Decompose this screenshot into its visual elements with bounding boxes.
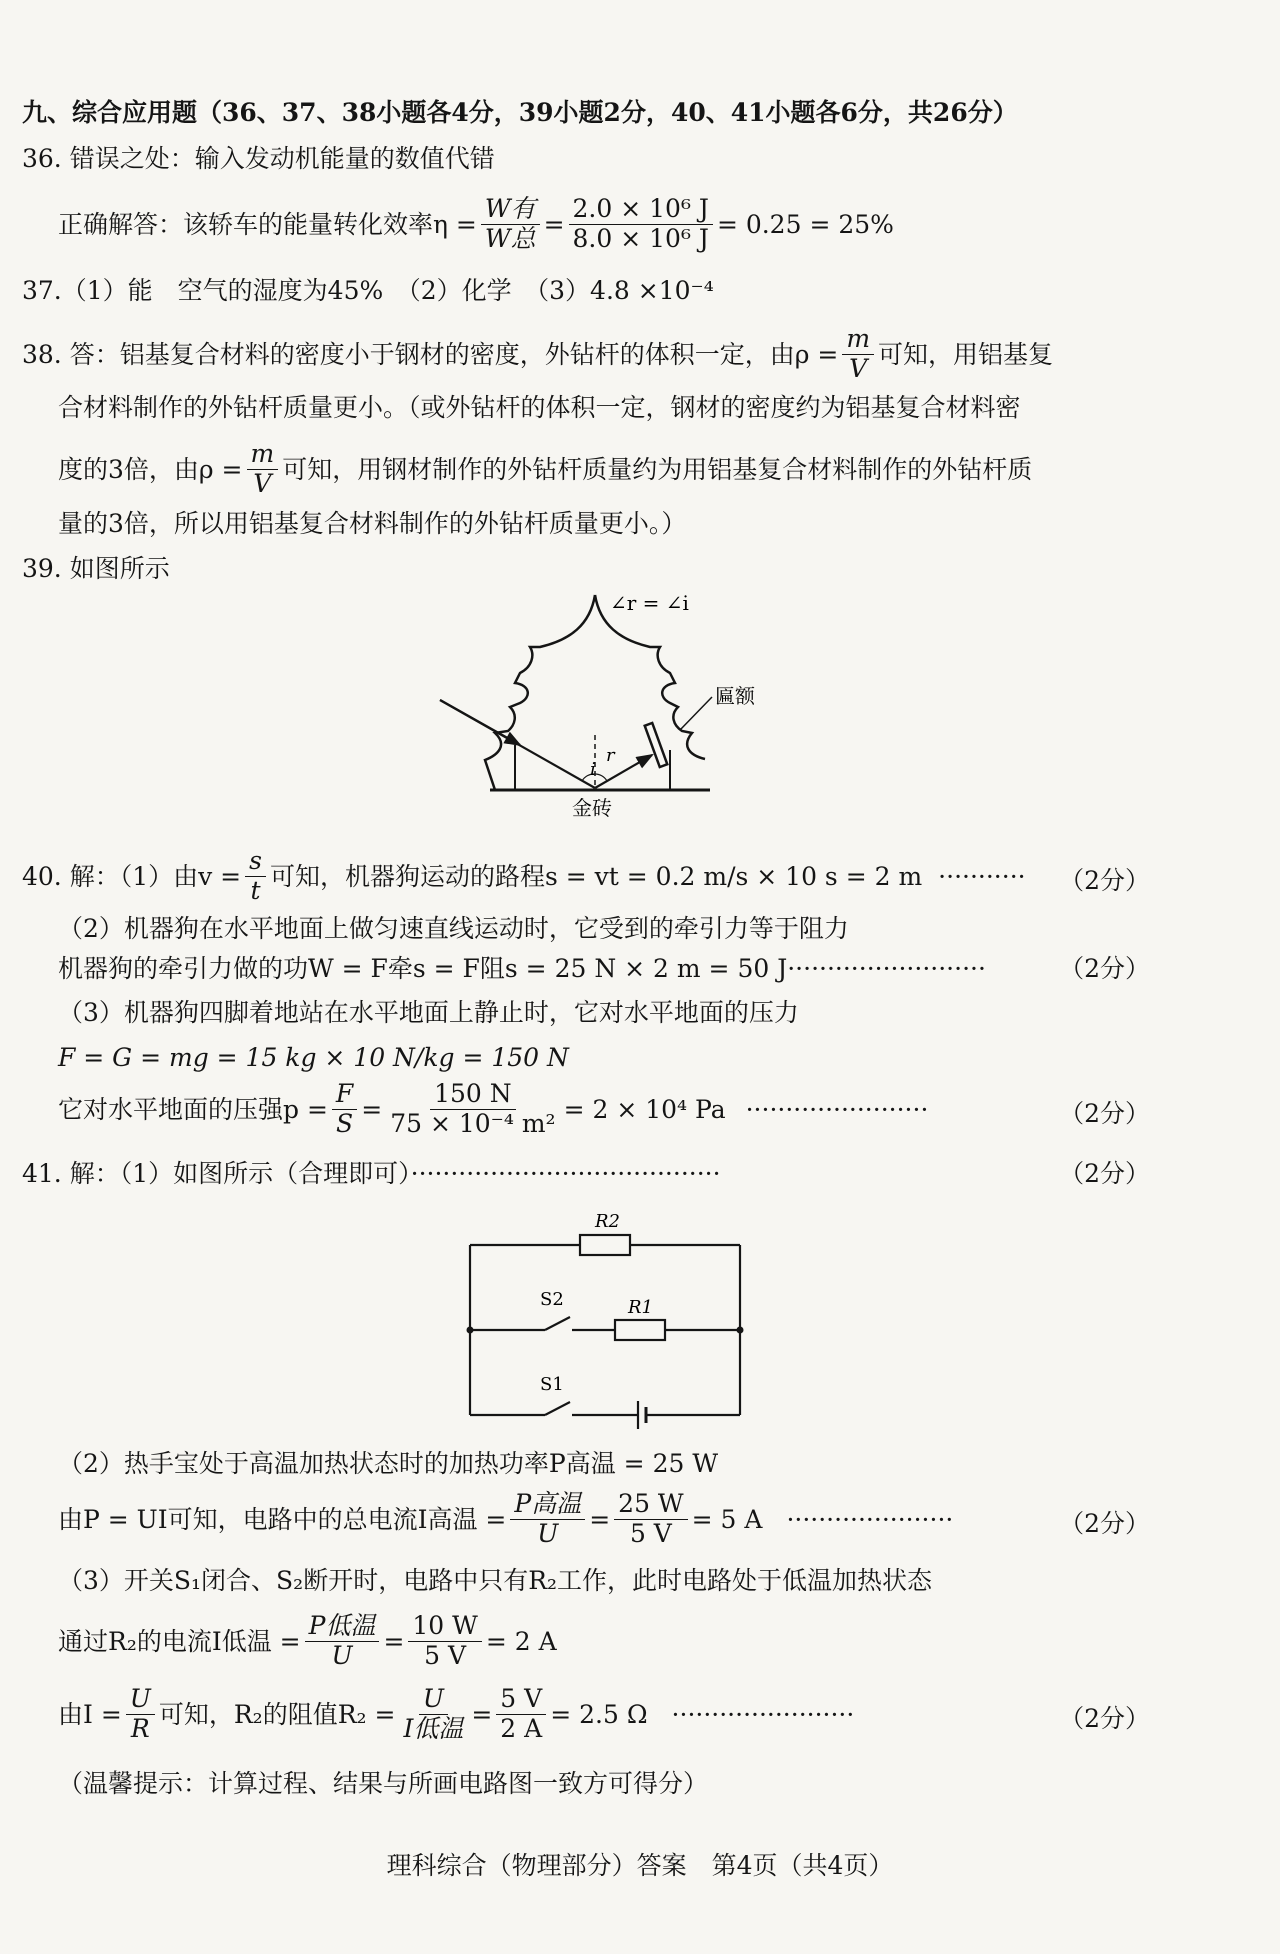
q41-l1: 41. 解：（1）如图所示（合理即可）: [22, 1159, 411, 1188]
q40-line5: F = G = mg = 15 kg × 10 N/kg = 150 N: [58, 1043, 569, 1072]
q38-line2: 合材料制作的外钻杆质量更小。（或外钻杆的体积一定，钢材的密度约为铝基复合材料密: [58, 393, 1021, 422]
label-R2: R2: [595, 1211, 621, 1232]
q38-l3a: 度的3倍，由ρ =: [58, 454, 243, 484]
q41-line3: 由P = UI可知，电路中的总电流I高温 = $\frac{\text{P高温}}{U}$ = $\frac{25 W}{5 V}$ = 5 A ·····················: [58, 1489, 954, 1548]
pagoda-left-outline: [485, 595, 595, 790]
q41-l5a: 通过R₂的电流I低温 =: [58, 1626, 301, 1656]
q41-line6: 由I = $\frac{U}{R}$ 可知，R₂的阻值R₂ = $\frac{U}{\text{I低温}}$ = $\frac{5 V}{2 A}$ = 2.5 Ω ·······················: [58, 1684, 855, 1743]
q40-line6: 它对水平地面的压强p = $\frac{F}{S}$ = $\frac{150 N}{\text{75 × 10⁻⁴ m²}}$ = 2 × 10⁴ Pa ·······················: [58, 1079, 929, 1138]
q41-score-3: （2分）: [1059, 1704, 1150, 1733]
angle-i-label: i: [590, 759, 596, 780]
q40-l3: 机器狗的牵引力做的功W = F牵s = F阻s = 25 N × 2 m = 50 J: [58, 954, 788, 983]
q36-lead: 正确解答：该轿车的能量转化效率η =: [58, 209, 477, 239]
q41-i-value-fraction: [614, 1490, 687, 1549]
q40-score-1: （2分）: [1059, 866, 1150, 895]
pagoda-right-outline: [595, 595, 705, 759]
q36-value-fraction: [569, 195, 713, 254]
q41-a2: 2 A: [500, 1713, 543, 1743]
q41-ilow-fraction: [305, 1612, 380, 1671]
q40-line2: （2）机器狗在水平地面上做匀速直线运动时，它受到的牵引力等于阻力: [58, 914, 849, 943]
q41-r2-fraction: [399, 1685, 467, 1744]
plaque-label-leader: [680, 697, 712, 730]
q41-U-4: U: [419, 1685, 448, 1715]
q41-ilow-value-fraction: [408, 1612, 481, 1671]
switch-S2: [545, 1317, 570, 1330]
q38-l1b: 可知，用铝基复: [878, 339, 1054, 369]
q37-answer: 37.（1）能 空气的湿度为45% （2）化学 （3）4.8 ×10⁻⁴: [22, 276, 714, 305]
plaque-label: 匾额: [715, 684, 755, 708]
q41-line5: 通过R₂的电流I低温 = $\frac{\text{P低温}}{U}$ = $\frac{10 W}{5 V}$ = 2 A: [58, 1611, 557, 1670]
q38-v-2: V: [253, 468, 272, 498]
q41-U-3: U: [126, 1685, 155, 1715]
q41-v5: 5 V: [629, 1518, 672, 1548]
q41-w10: 10 W: [408, 1612, 481, 1642]
q40-value-fraction: [386, 1080, 559, 1139]
q38-l3b: 可知，用钢材制作的外钻杆质量约为用铝基复合材料制作的外钻杆质: [282, 454, 1033, 484]
q40-line4: （3）机器狗四脚着地站在水平地面上静止时，它对水平地面的压力: [58, 998, 799, 1027]
section-title: 九、综合应用题（36、37、38小题各4分，39小题2分，40、41小题各6分，共26分）: [22, 98, 1018, 127]
q41-i-low: I低温: [403, 1713, 464, 1743]
q36-w-fraction: [481, 195, 540, 254]
q41-v5-3: 5 V: [496, 1685, 546, 1715]
q36-den: 8.0 × 10⁶ J: [572, 223, 709, 253]
reflection-diagram: [420, 585, 755, 825]
q41-i-fraction: [510, 1490, 585, 1549]
q41-l6b: 可知，R₂的阻值R₂ =: [158, 1699, 396, 1729]
q41-score-1: （2分）: [1059, 1159, 1150, 1188]
q38-l1a: 38. 答：铝基复合材料的密度小于钢材的密度，外钻杆的体积一定，由ρ =: [22, 339, 839, 369]
q36-w-you: W有: [481, 195, 540, 225]
q38-line4: 量的3倍，所以用铝基复合材料制作的外钻杆质量更小。）: [58, 509, 687, 538]
q38-v: V: [849, 353, 868, 383]
q38-rho-fraction-2: [247, 440, 279, 499]
q41-U-2: U: [331, 1640, 353, 1670]
q41-l5b: = 2 A: [485, 1626, 557, 1656]
q40-num: 150 N: [430, 1080, 516, 1110]
q38-line1: [22, 325, 1053, 384]
q38-m-2: m: [247, 440, 279, 470]
q41-l3a: 由P = UI可知，电路中的总电流I高温 =: [58, 1504, 507, 1534]
q41-r2-value-fraction: [496, 1685, 546, 1744]
q41-line1: 41. 解：（1）如图所示（合理即可）·······································: [22, 1159, 721, 1188]
q36-result: = 0.25 = 25%: [716, 209, 894, 239]
q41-line4: （3）开关S₁闭合、S₂断开时，电路中只有R₂工作，此时电路处于低温加热状态: [58, 1566, 933, 1595]
q39-line: 39. 如图所示: [22, 554, 170, 583]
page-footer: 理科综合（物理部分）答案 第4页（共4页）: [386, 1851, 894, 1880]
plaque-shape: [645, 723, 668, 767]
q40-den: 75 × 10⁻⁴ m²: [390, 1108, 556, 1138]
q40-score-3: （2分）: [1059, 1099, 1150, 1128]
q41-p-high: P高温: [510, 1490, 585, 1520]
switch-S1: [545, 1402, 570, 1415]
q40-l1a: 40. 解：（1）由v =: [22, 861, 242, 891]
angle-r-label: r: [606, 745, 615, 766]
q41-p-low: P低温: [305, 1612, 380, 1642]
q41-l6c: = 2.5 Ω: [550, 1699, 648, 1729]
q36-solution: 正确解答：该轿车的能量转化效率η = $\frac{\text{W有}}{\text{W总}}$ = $\frac{\text{2.0 × 10⁶ J}}{\text{8.0 × 10⁶ J}}$ = 0.25 = 25%: [58, 194, 894, 253]
q40-l6a: 它对水平地面的压强p =: [58, 1094, 328, 1124]
label-S2: S2: [540, 1289, 564, 1310]
q41-R: R: [130, 1713, 150, 1743]
q36-error: 36. 错误之处：输入发动机能量的数值代错: [22, 144, 495, 173]
q40-l1b: 可知，机器狗运动的路程s = vt = 0.2 m/s × 10 s = 2 m: [269, 861, 923, 891]
q38-rho-fraction: [842, 325, 874, 384]
q40-p-fraction: [332, 1080, 357, 1139]
q41-v5-2: 5 V: [424, 1640, 467, 1670]
q41-l3b: = 5 A: [691, 1504, 763, 1534]
q36-num: 2.0 × 10⁶ J: [569, 195, 713, 225]
resistor-R2: [580, 1235, 630, 1255]
label-S1: S1: [540, 1374, 564, 1395]
angle-equal-note: ∠r = ∠i: [610, 591, 689, 615]
label-R1: R1: [628, 1297, 654, 1318]
q41-l6a: 由I =: [58, 1699, 122, 1729]
resistor-R1: [615, 1320, 665, 1340]
q41-ohm-fraction: [126, 1685, 155, 1744]
q40-line1: 40. 解：（1）由v = $\frac{s}{t}$ 可知，机器狗运动的路程s = vt = 0.2 m/s × 10 s = 2 m ···········: [22, 846, 1026, 905]
q40-line3: 机器狗的牵引力做的功W = F牵s = F阻s = 25 N × 2 m = 50 J·························: [58, 954, 986, 983]
q40-v-fraction: [245, 847, 266, 906]
q40-t: t: [250, 875, 261, 905]
q41-line2: （2）热手宝处于高温加热状态时的加热功率P高温 = 25 W: [58, 1449, 719, 1478]
q41-w25: 25 W: [614, 1490, 687, 1520]
q38-line3: [58, 440, 1032, 499]
circuit-diagram: [460, 1205, 750, 1445]
angle-r-arc: [595, 774, 607, 781]
q40-score-2: （2分）: [1059, 954, 1150, 983]
q40-l6b: = 2 × 10⁴ Pa: [563, 1094, 726, 1124]
q36-w-zong: W总: [484, 223, 536, 253]
brick-label: 金砖: [572, 796, 612, 820]
reflected-ray: [595, 755, 652, 788]
q40-F: F: [332, 1080, 357, 1110]
q40-S: S: [336, 1108, 354, 1138]
q41-tip: （温馨提示：计算过程、结果与所画电路图一致方可得分）: [58, 1769, 709, 1798]
q40-s: s: [245, 847, 266, 877]
q41-U: U: [537, 1518, 559, 1548]
q41-score-2: （2分）: [1059, 1509, 1150, 1538]
q38-m: m: [842, 325, 874, 355]
